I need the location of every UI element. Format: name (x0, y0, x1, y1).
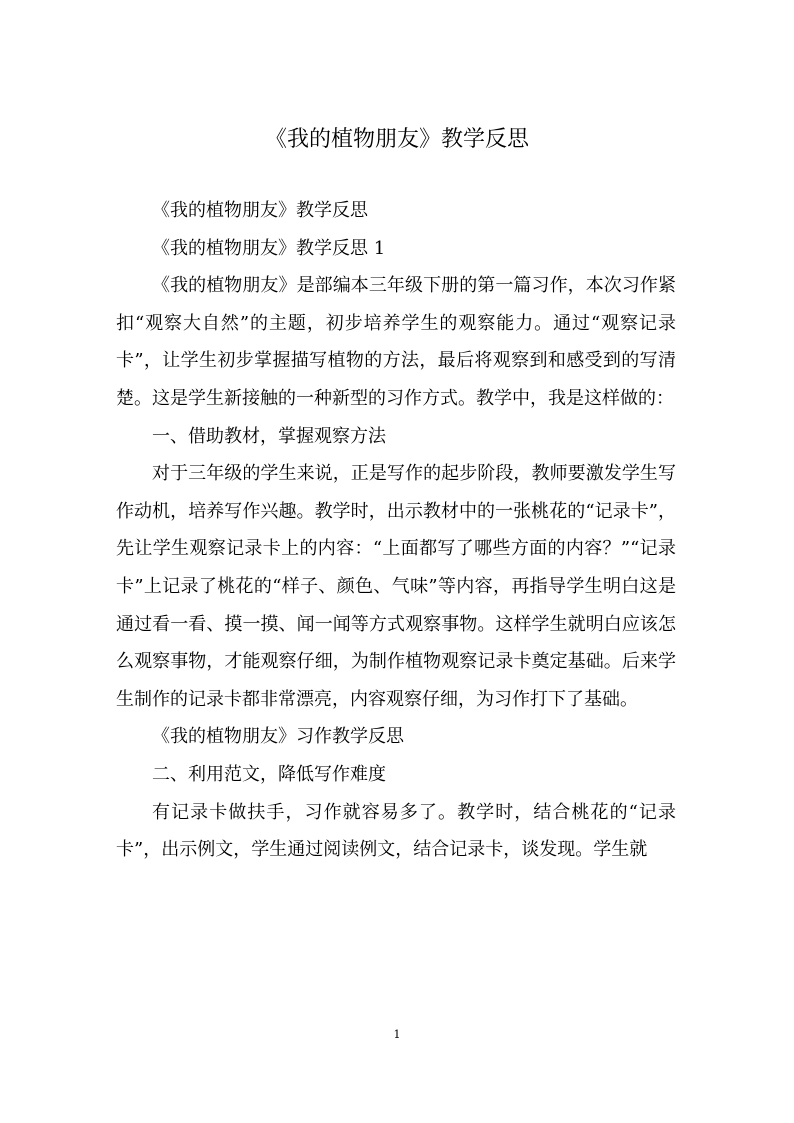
paragraph-subtitle: 《我的植物朋友》习作教学反思 (152, 726, 404, 748)
section-heading-one: 一、借助教材，掌握观察方法 (152, 425, 386, 447)
document-title: 《我的植物朋友》教学反思 (264, 127, 529, 152)
paragraph-subheading: 《我的植物朋友》教学反思 1 (152, 237, 386, 259)
paragraph-section-one: 对于三年级的学生来说，正是写作的起步阶段，教师要激发学生写作动机，培养写作兴趣。教学时，出示教材中的一张桃花的“记录卡”，先让学生观察记录卡上的内容：“上面都写了哪些方面的内容？”“记录卡”上记录了桃花的“样子、颜色、气味”等内容，再指导学生明白这是通过看一看、摸一摸、闻一闻等方式观察事物。这样学生就明白应该怎么观察事物，才能观察仔细，为制作植物观察记录卡奠定基础。后来学生制作的记录卡都非常漂亮，内容观察仔细，为习作打下了基础。 (116, 463, 676, 710)
section-heading-two: 二、利用范文，降低写作难度 (152, 763, 386, 785)
page-number: 1 (393, 1028, 401, 1041)
paragraph-section-two: 有记录卡做扶手，习作就容易多了。教学时，结合桃花的“记录卡”，出示例文，学生通过阅读例文，结合记录卡，谈发现。学生就 (116, 801, 676, 861)
paragraph-heading: 《我的植物朋友》教学反思 (152, 200, 368, 221)
paragraph-intro: 《我的植物朋友》是部编本三年级下册的第一篇习作，本次习作紧扣“观察大自然”的主题，初步培养学生的观察能力。通过“观察记录卡”，让学生初步掌握描写植物的方法，最后将观察到和感受到的写清楚。这是学生新接触的一种新型的习作方式。教学中，我是这样做的： (116, 275, 676, 409)
document-body (116, 192, 676, 869)
